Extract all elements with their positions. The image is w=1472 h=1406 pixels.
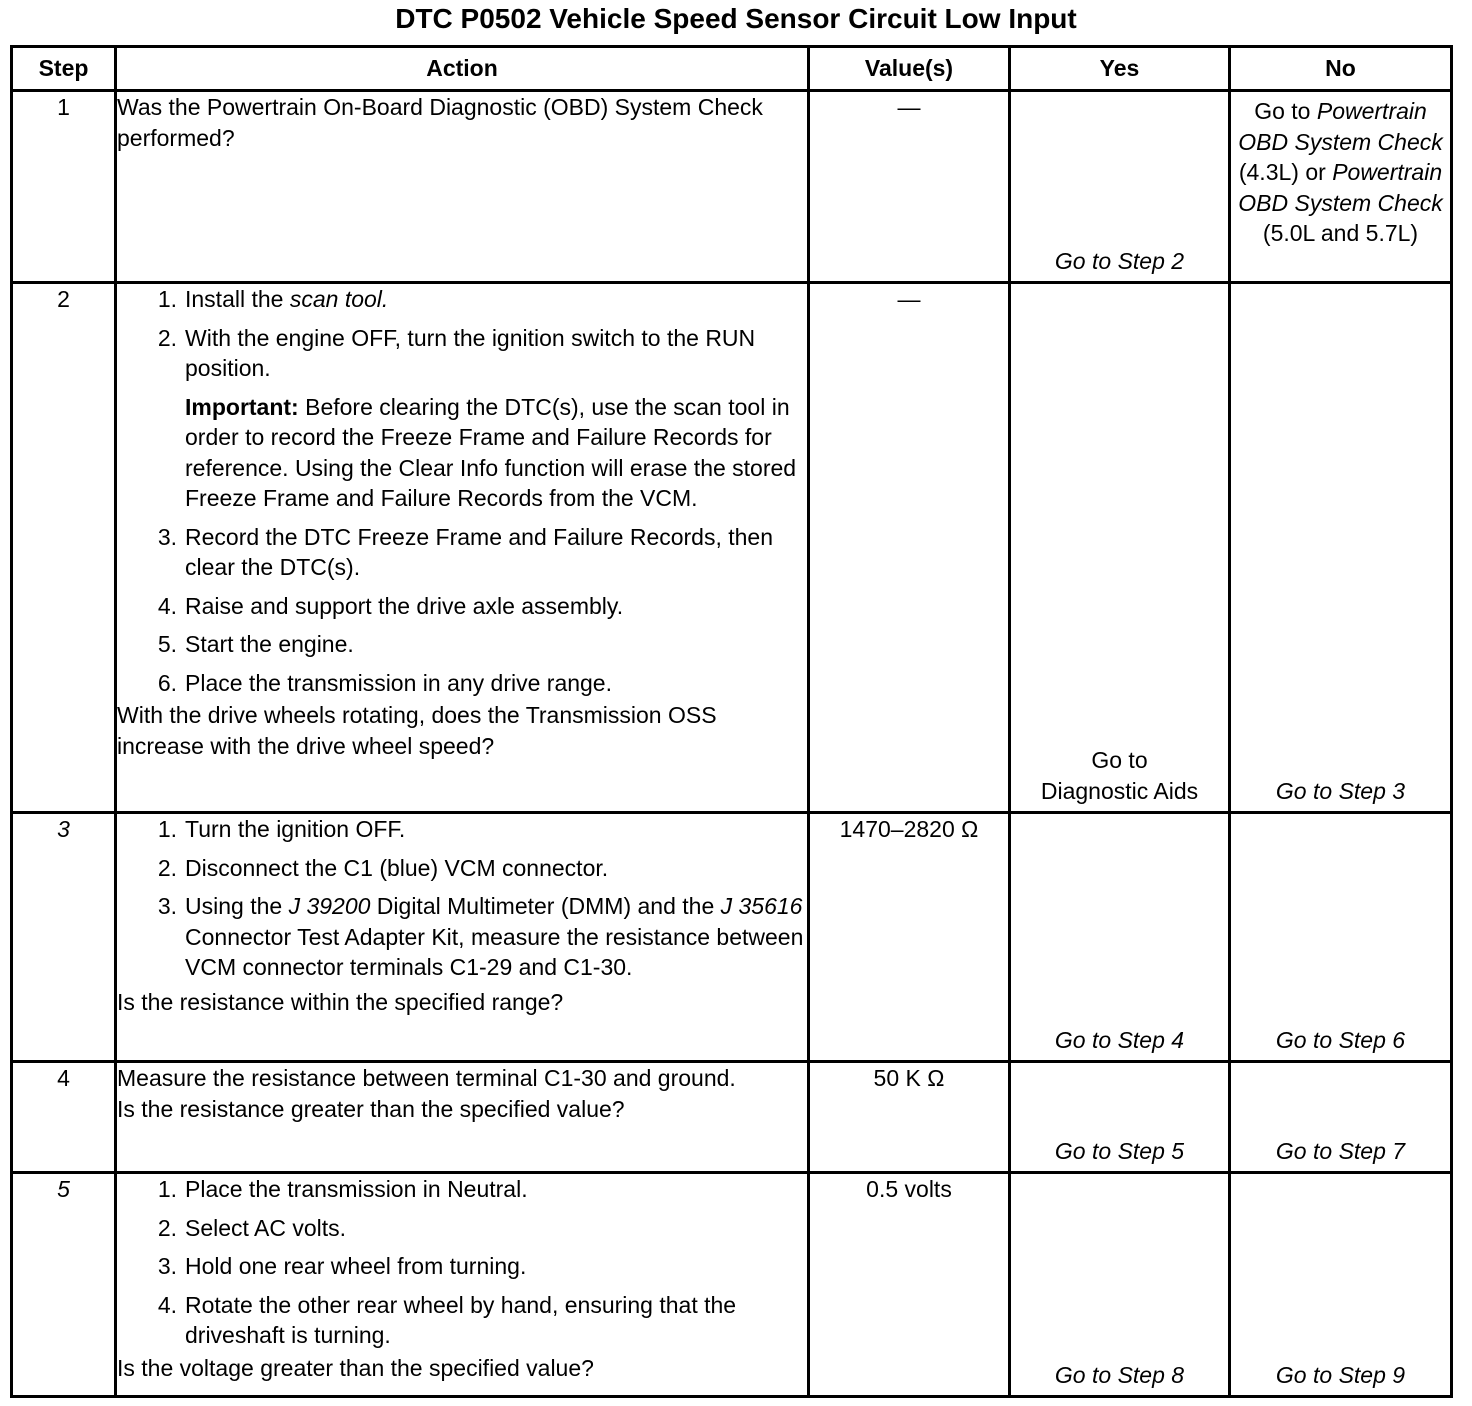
item-text: Raise and support the drive axle assembly.: [185, 592, 624, 619]
list-item: [117, 853, 807, 884]
action-text: Was the Powertrain On-Board Diagnostic (OBD) System Check performed?: [117, 94, 763, 151]
scan-tool-term: scan tool.: [289, 286, 389, 312]
question-text: Is the resistance greater than the specified value?: [117, 1095, 625, 1122]
item-number: 2.: [157, 1214, 177, 1241]
table-row: [12, 1062, 1452, 1173]
item-text: With the engine OFF, turn the ignition switch to the RUN position.: [185, 324, 756, 381]
tool-j35616: J 35616: [720, 893, 803, 919]
yes-link[interactable]: Go to Step 8: [1054, 1361, 1185, 1388]
value-cell: —: [809, 91, 1010, 283]
item-text: Connector Test Adapter Kit, measure the resistance between VCM connector terminals C1-29 and C1-30.: [185, 923, 804, 980]
step-number: 5: [12, 1173, 116, 1397]
no-cell: [1230, 283, 1452, 813]
header-no: No: [1230, 47, 1452, 91]
value-cell: —: [809, 283, 1010, 813]
item-number: 1.: [157, 816, 177, 842]
question-text: Is the resistance within the specified range?: [117, 988, 564, 1015]
header-row: [12, 47, 1452, 91]
page-title: DTC P0502 Vehicle Speed Sensor Circuit Low Input: [395, 3, 1077, 34]
table-row: [12, 283, 1452, 813]
item-text: Select AC volts.: [185, 1214, 347, 1241]
important-text: Before clearing the DTC(s), use the scan tool in order to record the Freeze Frame and Failure Records for reference. Using the Clear Info function will erase the stored Freeze Frame and Failure Records from the VCM.: [185, 393, 797, 511]
diagnostic-aids-link[interactable]: Diagnostic Aids: [1040, 777, 1199, 804]
no-text-part: (5.0L and 5.7L): [1262, 220, 1419, 246]
value-cell: 50 K Ω: [809, 1062, 1010, 1173]
no-text[interactable]: [1231, 92, 1450, 249]
value-cell: 0.5 volts: [809, 1173, 1010, 1397]
item-text: Start the engine.: [185, 631, 354, 657]
list-item: [117, 323, 807, 384]
list-item: [117, 284, 807, 315]
question-text: With the drive wheels rotating, does the Transmission OSS increase with the drive wheel speed?: [117, 702, 717, 759]
step-number: 1: [12, 91, 116, 283]
item-number: 1.: [157, 1176, 177, 1202]
item-number: 3.: [157, 523, 177, 550]
header-action: Action: [116, 47, 809, 91]
yes-link[interactable]: Go to Step 5: [1054, 1137, 1185, 1164]
item-text: Digital Multimeter (DMM) and the: [370, 893, 721, 919]
item-number: 5.: [157, 631, 177, 657]
item-number: 2.: [157, 854, 177, 881]
action-list: [117, 284, 807, 384]
tool-j39200: J 39200: [288, 893, 371, 919]
item-number: 6.: [157, 669, 177, 696]
no-cell: [1230, 91, 1452, 283]
list-item: [117, 1290, 807, 1351]
no-link-5-0l[interactable]: Powertrain OBD System Check: [1238, 159, 1443, 216]
item-text: Place the transmission in Neutral.: [185, 1176, 528, 1202]
table-row: [12, 1173, 1452, 1397]
item-text: Turn the ignition OFF.: [185, 816, 406, 842]
list-item: [117, 522, 807, 583]
item-text: Hold one rear wheel from turning.: [185, 1253, 527, 1279]
item-text: Rotate the other rear wheel by hand, ensuring that the driveshaft is turning.: [185, 1291, 737, 1348]
important-label: Important:: [185, 393, 299, 420]
list-item: [117, 1174, 807, 1205]
no-cell: [1230, 1062, 1452, 1173]
item-number: 3.: [157, 893, 177, 919]
yes-link[interactable]: Go to Step 4: [1054, 1026, 1185, 1053]
item-number: 2.: [157, 324, 177, 351]
header-yes: Yes: [1010, 47, 1230, 91]
list-item: [117, 1251, 807, 1282]
no-link[interactable]: Go to Step 7: [1275, 1137, 1406, 1164]
no-link[interactable]: Go to Step 6: [1275, 1026, 1406, 1053]
no-text-part: (4.3L) or: [1238, 159, 1333, 185]
item-text: Place the transmission in any drive range.: [185, 669, 612, 696]
item-text: Install the: [185, 286, 290, 312]
item-number: 4.: [157, 1291, 177, 1318]
no-link[interactable]: Go to Step 9: [1275, 1361, 1406, 1388]
question-text: Is the voltage greater than the specified value?: [117, 1354, 594, 1381]
action-text: Measure the resistance between terminal C1-30 and ground.: [117, 1065, 736, 1091]
list-item: [117, 591, 807, 622]
step-number: 3: [12, 813, 116, 1062]
no-text-part: Go to: [1254, 98, 1317, 124]
no-cell: [1230, 1173, 1452, 1397]
action-cell: [116, 813, 809, 1062]
yes-cell: [1010, 91, 1230, 283]
yes-link[interactable]: Go to Step 2: [1054, 247, 1185, 274]
item-number: 4.: [157, 592, 177, 619]
list-item: [117, 1213, 807, 1244]
item-text: Disconnect the C1 (blue) VCM connector.: [185, 854, 609, 881]
action-cell: [116, 1173, 809, 1397]
item-text: Record the DTC Freeze Frame and Failure Records, then clear the DTC(s).: [185, 523, 774, 580]
list-item: [117, 891, 807, 983]
important-note: [117, 392, 807, 514]
no-link-4-3l[interactable]: Powertrain OBD System Check: [1238, 98, 1443, 155]
yes-cell: [1010, 813, 1230, 1062]
item-number: 1.: [157, 286, 177, 312]
action-cell: [116, 283, 809, 813]
action-list: [117, 1174, 807, 1351]
yes-cell: [1010, 1173, 1230, 1397]
list-item: [117, 668, 807, 699]
item-number: 3.: [157, 1253, 177, 1279]
header-step: Step: [12, 47, 116, 91]
table-row: [12, 91, 1452, 283]
step-number: 4: [12, 1062, 116, 1173]
value-cell: 1470–2820 Ω: [809, 813, 1010, 1062]
list-item: [117, 629, 807, 660]
step-number: 2: [12, 283, 116, 813]
no-link[interactable]: Go to Step 3: [1275, 777, 1406, 804]
yes-cell: [1010, 1062, 1230, 1173]
table-row: [12, 813, 1452, 1062]
action-list: [117, 814, 807, 983]
yes-cell: [1010, 283, 1230, 813]
header-values: Value(s): [809, 47, 1010, 91]
no-cell: [1230, 813, 1452, 1062]
yes-line: Go to: [1091, 747, 1148, 773]
action-list: [117, 522, 807, 699]
action-cell: [116, 1062, 809, 1173]
action-cell: [116, 91, 809, 283]
list-item: [117, 814, 807, 845]
diagnostic-table: [10, 45, 1453, 1398]
yes-text[interactable]: [1011, 745, 1228, 806]
item-text: Using the: [185, 893, 289, 919]
